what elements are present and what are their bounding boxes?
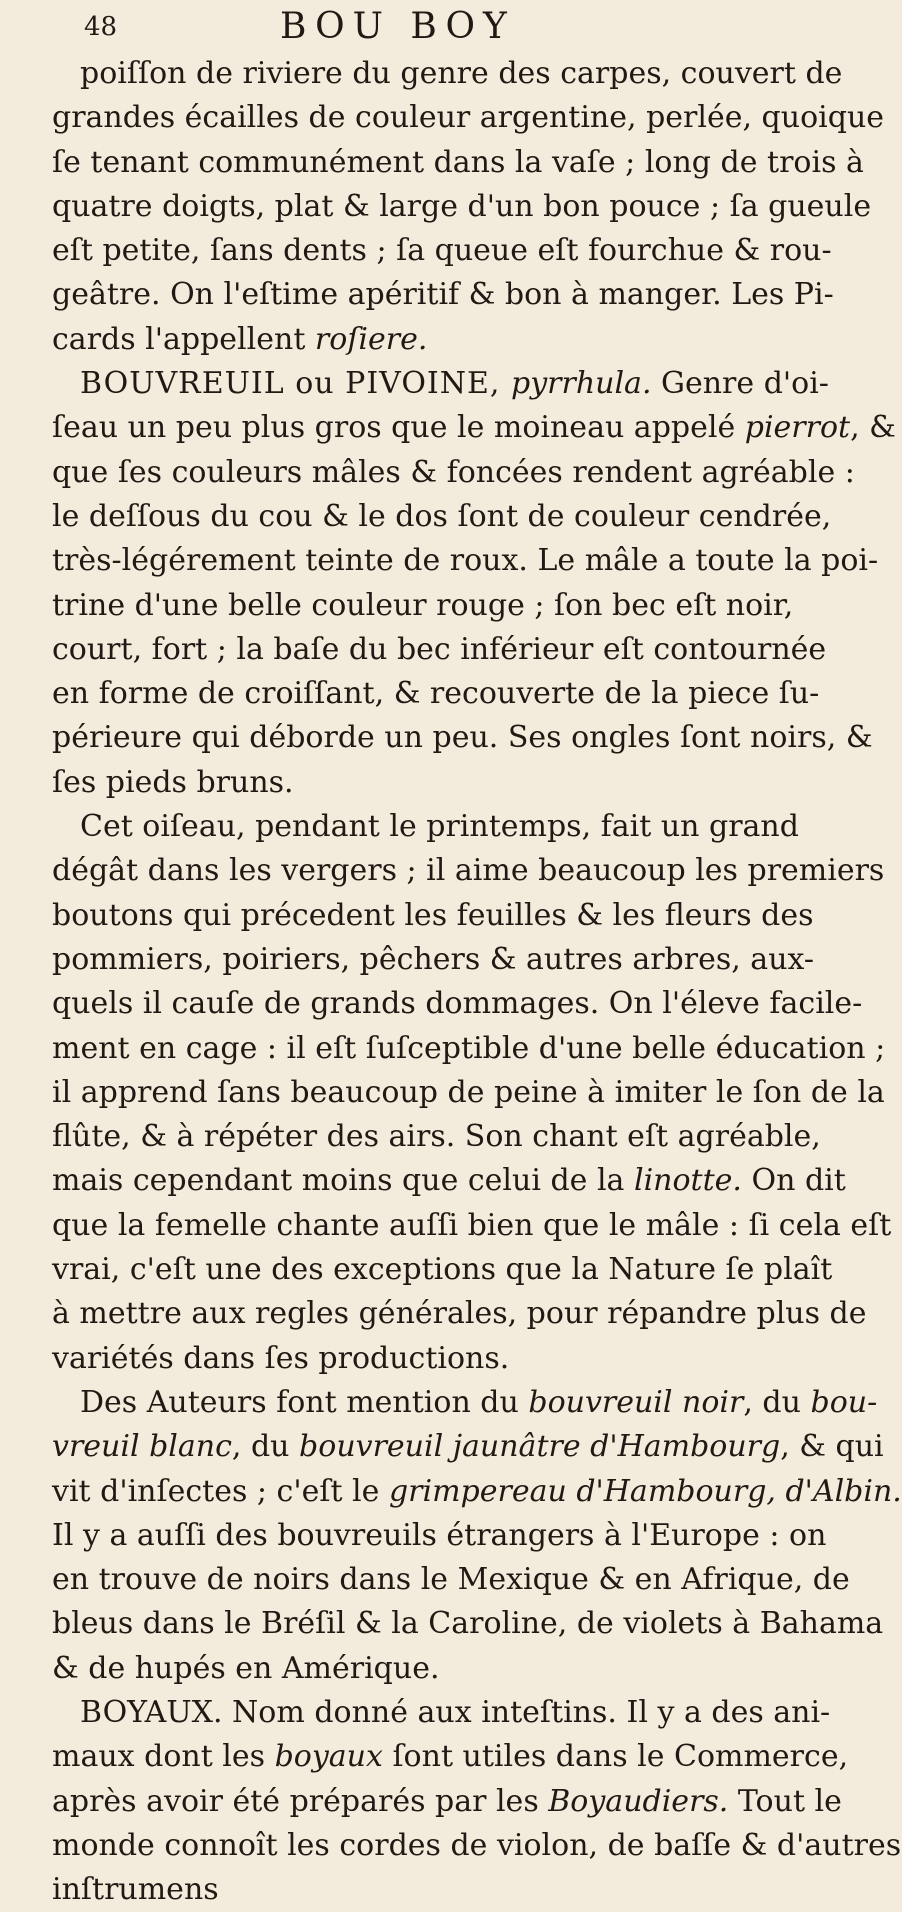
text-span: ſeau un peu plus gros que le moineau appelé bbox=[52, 410, 745, 446]
page-header bbox=[52, 0, 761, 52]
text-line: en trouve de noirs dans le Mexique & en Afrique, de bbox=[52, 1562, 850, 1598]
text-line bbox=[52, 1425, 884, 1469]
text-line: grandes écailles de couleur argentine, perlée, quoique bbox=[52, 100, 885, 136]
text-line bbox=[52, 318, 761, 362]
text-span: maux dont les bbox=[52, 1739, 275, 1775]
catchword: inſtrumens bbox=[52, 1872, 219, 1908]
italic-term: bouvreuil jaunâtre d'Hambourg bbox=[299, 1429, 781, 1465]
text-line: le deſſous du cou & le dos ſont de couleur cendrée, bbox=[52, 498, 832, 534]
text-line: à mettre aux regles générales, pour répandre plus de bbox=[52, 1296, 867, 1332]
text-line: variétés dans ſes productions. bbox=[52, 1340, 510, 1376]
text-span: On dit bbox=[741, 1163, 846, 1199]
italic-term: bou- bbox=[810, 1384, 878, 1420]
text-span: cards l'appellent bbox=[52, 321, 315, 357]
text-line: pommiers, poiriers, pêchers & autres arbres, aux- bbox=[52, 941, 815, 977]
italic-term: boyaux bbox=[274, 1739, 383, 1775]
text-line bbox=[52, 1159, 846, 1203]
running-head: BOU BOY bbox=[280, 6, 515, 47]
text-line: geâtre. On l'eſtime apéritif & bon à manger. Les Pi- bbox=[52, 277, 834, 313]
text-line bbox=[52, 1381, 878, 1425]
text-line bbox=[52, 1470, 902, 1514]
text-line bbox=[52, 1735, 849, 1779]
text-line: Il y a auſſi des bouvreuils étrangers à l'Europe : on bbox=[52, 1517, 827, 1553]
text-line: périeure qui déborde un peu. Ses ongles ſont noirs, & bbox=[52, 720, 873, 756]
text-line: ſe tenant communément dans la vaſe ; long de trois à bbox=[52, 144, 864, 180]
italic-term: pierrot bbox=[744, 410, 851, 446]
text-line: flûte, & à répéter des airs. Son chant eſt agréable, bbox=[52, 1119, 821, 1155]
entry-bouvreuil bbox=[52, 362, 829, 406]
text-line: monde connoît les cordes de violon, de baſſe & d'autres bbox=[52, 1827, 902, 1863]
text-span: après avoir été préparés par les bbox=[52, 1783, 549, 1819]
text-span: ſont utiles dans le Commerce, bbox=[382, 1739, 849, 1775]
text-line: quatre doigts, plat & large d'un bon pouce ; ſa gueule bbox=[52, 188, 872, 224]
body-text bbox=[52, 52, 902, 1912]
text-span: Des Auteurs font mention du bbox=[80, 1384, 529, 1420]
text-line: eſt petite, ſans dents ; ſa queue eſt fourchue & rou- bbox=[52, 233, 832, 269]
italic-term: Boyaudiers. bbox=[548, 1783, 729, 1819]
text-span: , & bbox=[850, 410, 896, 446]
text-line: vrai, c'eſt une des exceptions que la Nature ſe plaît bbox=[52, 1252, 833, 1288]
text-line: quels il cauſe de grands dommages. On l'éleve facile- bbox=[52, 986, 863, 1022]
text-span: , & qui bbox=[780, 1429, 884, 1465]
italic-term: bouvreuil noir bbox=[528, 1384, 744, 1420]
text-line: poiſſon de riviere du genre des carpes, couvert de bbox=[80, 56, 843, 91]
text-line: en forme de croiſſant, & recouverte de la piece ſu- bbox=[52, 676, 820, 712]
text-line bbox=[52, 1780, 842, 1824]
text-span: , du bbox=[231, 1429, 300, 1465]
text-span: , du bbox=[743, 1384, 811, 1420]
text-span: Genre d'oi- bbox=[651, 366, 829, 402]
text-line: boutons qui précedent les feuilles & les fleurs des bbox=[52, 897, 814, 933]
italic-term: grimpereau d'Hambourg, d'Albin. bbox=[388, 1473, 902, 1509]
text-span: Tout le bbox=[728, 1783, 842, 1819]
italic-term: linotte. bbox=[633, 1163, 742, 1199]
text-line: ment en cage : il eſt ſuſceptible d'une belle éducation ; bbox=[52, 1030, 886, 1066]
text-line bbox=[52, 406, 896, 450]
text-line: que ſes couleurs mâles & foncées rendent agréable : bbox=[52, 454, 855, 490]
headword: BOUVREUIL ou PIVOINE, bbox=[80, 366, 511, 402]
page-number: 48 bbox=[84, 12, 118, 42]
text-line: il apprend ſans beaucoup de peine à imiter le ſon de la bbox=[52, 1074, 885, 1110]
text-line: court, fort ; la baſe du bec inférieur eſt contournée bbox=[52, 631, 827, 667]
text-line: & de hupés en Amérique. bbox=[52, 1650, 440, 1686]
text-span: mais cependant moins que celui de la bbox=[52, 1163, 634, 1199]
text-span: vit d'inſectes ; c'eſt le bbox=[52, 1473, 389, 1509]
text-line: Cet oiſeau, pendant le printemps, fait un grand bbox=[80, 809, 799, 845]
text-line: très-légérement teinte de roux. Le mâle a toute la poi- bbox=[52, 543, 879, 579]
text-line: ſes pieds bruns. bbox=[52, 764, 294, 800]
text-line: que la femelle chante auſſi bien que le mâle : ſi cela eſt bbox=[52, 1207, 892, 1243]
italic-term: vreuil blanc bbox=[52, 1429, 232, 1465]
entry-boyaux: BOYAUX. Nom donné aux inteſtins. Il y a des ani- bbox=[80, 1694, 831, 1730]
italic-term: roſiere. bbox=[314, 321, 428, 357]
italic-term: pyrrhula. bbox=[510, 366, 652, 402]
text-line: dégât dans les vergers ; il aime beaucoup les premiers bbox=[52, 853, 885, 889]
text-line: trine d'une belle couleur rouge ; ſon bec eſt noir, bbox=[52, 587, 794, 623]
text-line: bleus dans le Bréſil & la Caroline, de violets à Bahama bbox=[52, 1606, 884, 1642]
